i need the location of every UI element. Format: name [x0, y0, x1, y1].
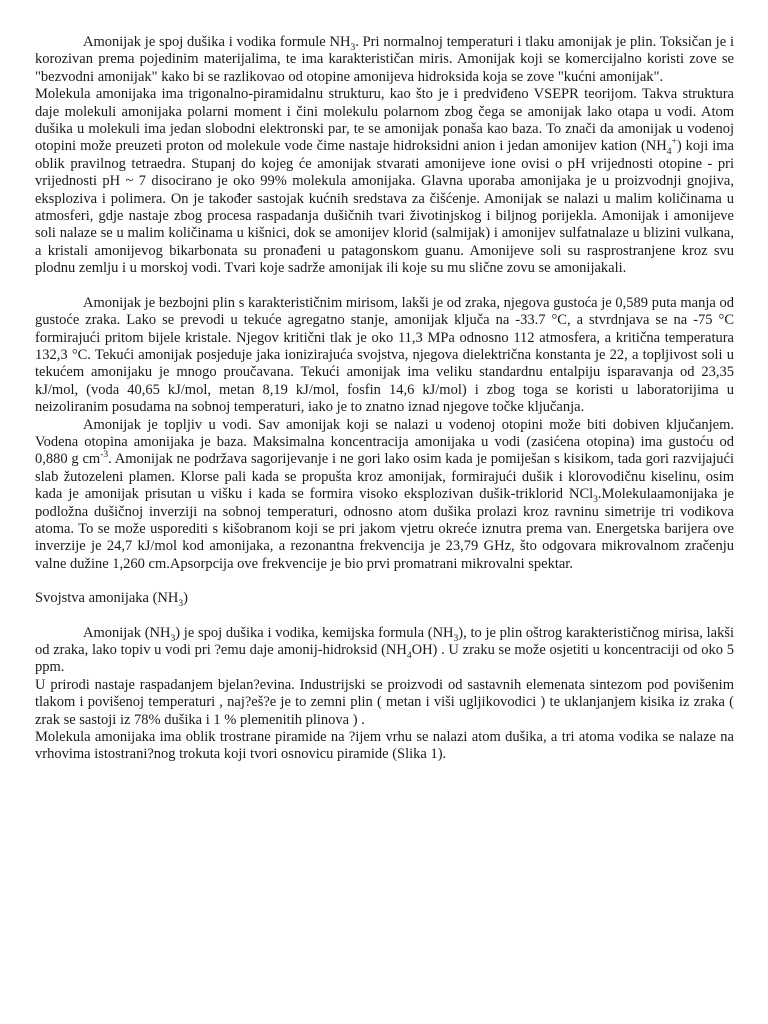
- text-run: ), to je plin oštrog karakterističnog mirisa, lakši od zraka, lako topiv u vodi pri ?emu daje amonij-hidroksid (NH: [35, 624, 735, 658]
- subscript: 3: [178, 599, 184, 610]
- paragraph-molecule-shape: Molekula amonijaka ima oblik trostrane piramide na ?ijem vrhu se nalazi atom dušika, a tri atoma vodika se nalaze na vrhovima istostrani?nog trokuta koji tvori osnovicu piramide (Slika 1).: [35, 729, 734, 763]
- text-run: Amonijak je spoj dušika i vodika formule NH: [83, 34, 351, 50]
- subscript: 3: [350, 42, 356, 53]
- text-run: OH) . U zraku se može osjetiti u koncentraciji od oko 5 ppm.: [35, 642, 734, 676]
- paragraph-gap: [35, 278, 734, 295]
- section-heading: [35, 590, 734, 610]
- paragraph-production: U prirodi nastaje raspadanjem bjelan?evina. Industrijski se proizvodi od sastavnih elemenata sintezom pod povišenim tlakom i povišenoj temperaturi , naj?eš?e je to zemni plin ( metan i viši ugljikovodici ) te uklanjanjem kisika iz zraka ( zrak se sastoji iz 78% dušika i 1 % plemenitih plinova ) .: [35, 676, 734, 728]
- paragraph-gap: [35, 573, 734, 590]
- subscript: 4: [406, 650, 412, 661]
- text-run: ) je spoj dušika i vodika, kemijska formula (NH: [175, 624, 454, 641]
- paragraph-gap: [35, 608, 734, 625]
- superscript: -3: [100, 450, 109, 461]
- paragraph-intro: [35, 34, 734, 86]
- paragraph-ammonia-formula: [35, 625, 734, 677]
- subscript: 3: [453, 633, 459, 644]
- text-run: . Pri normalnoj temperaturi i tlaku amonijak je plin. Toksičan je i korozivan prema pojedinim materijalima, te ima karakterističan miris. Amonijak koji se komercijalno koristi zove se "bezvodni amonijak" kako bi se razlikovao od otopine amonijeva hidroksida koja se zove "kućni amonijak".: [35, 34, 734, 85]
- subscript: 4: [666, 147, 672, 158]
- text-run: .Molekulaamonijaka je podložna dušičnoj inverziji na sobnoj temperaturi, odnosno atom dušika prolazi kroz ravninu simetrije tri vodikova atoma. To se može usporediti s kišobranom koji se pri jakom vjetru okreće iznutra prema van. Energetska barijera ove inverzije je 24,7 kJ/mol kod amonijaka, a rezonantna frekvencija je 23,79 GHz, što odgovara mikrovalnom zračenju valne dužine 1,260 cm.Apsorpcija ove frekvencije je bio prvi promatrani mikrovalni spektar.: [35, 486, 734, 572]
- text-run: Molekula amonijaka ima trigonalno-piramidalnu strukturu, kao što je i predviđeno VSEPR teorijom. Takva struktura daje molekuli amonijaka polarni moment i čini molekulu polarnom zbog čega se amonijak lako otapa u vodi. Atom dušika u molekuli ima jedan slobodni elektronski par, te se amonijak ponaša kao baza. To znači da amonijak u vodenoj otopini može preuzeti proton od molekule vode čime nastaje hidroksidni anion i jedan amonijev kation (NH: [35, 86, 734, 155]
- paragraph-structure: [35, 86, 734, 277]
- paragraph-physical-properties: Amonijak je bezbojni plin s karakterističnim mirisom, lakši je od zraka, njegova gustoća je 0,589 puta manja od gustoće zraka. Lako se prevodi u tekuće agregatno stanje, amonijak ključa na -33.7 °C, a stvrdnjava se na -75 °C formirajući pritom bijele kristale. Njegov kritični tlak je oko 11,3 MPa odnosno 112 atmosfera, a kritična temperatura 132,3 °C. Tekući amonijak posjeduje jaka ionizirajuća svojstva, njegova dielektrična konstanta je 22, a topljivost soli u tekućem amonijaku je mnogo proučavana. Tekući amonijak ima veliku standardnu entalpiju isparavanja od 23,35 kJ/mol, (voda 40,65 kJ/mol, metan 8,19 kJ/mol, fosfin 14,6 kJ/mol) i zbog toga se koristi u laboratorijima u neizoliranim posudama na sobnoj temperaturi, iako je to znatno iznad njegove točke ključanja.: [35, 294, 734, 416]
- superscript: +: [671, 137, 677, 148]
- text-run: ): [183, 590, 188, 607]
- text-run: Svojstva amonijaka (NH: [35, 590, 179, 607]
- subscript: 3: [593, 495, 598, 506]
- paragraph-solubility: [35, 417, 734, 574]
- text-run: Amonijak (NH: [83, 624, 171, 641]
- subscript: 3: [170, 633, 176, 644]
- text-run: Amonijak je topljiv u vodi. Sav amonijak koji se nalazi u vodenoj otopini može biti dobiven ključanjem. Vodena otopina amonijaka je baza. Maksimalna koncentracija amonijaka u vodi (zasićena otopina) ima gustoću od 0,880 g cm: [35, 416, 734, 468]
- text-run: . Amonijak ne podržava sagorijevanje i ne gori lako osim kada je pomiješan s kisikom, tada gori razvijajući slab žutozeleni plamen. Klorse pali kada se propušta kroz amonijak, formirajući dušik i klorovodičnu kiselinu, osim kada je amonijak prisutan u višku i kada se formira visoko eksplozivan dušik-triklorid NCl: [35, 451, 734, 503]
- text-run: ) koji ima oblik pravilnog tetraedra. Stupanj do kojeg će amonijak stvarati amonijeve ione ovisi o pH vrijednosti otopine - pri vrijednosti pH ~ 7 disocirano je oko 99% molekula amonijaka. Glavna uporaba amonijaka je u proizvodnji gnojiva, eksploziva i polimera. On je također sastojak kućnih sredstava za čišćenje. Amonijak se nalazi u malim količinama u atmosferi, gdje nastaje zbog procesa raspadanja dušičnih tvari životinjskog i biljnog porijekla. Amonijak i amonijeve soli nalaze se u malim količinama u kišnici, dok se amonijev klorid (salmijak) i amonijev sulfatnalaze u blizini vulkana, a kristali amonijevog bikarbonata su pronađeni u patagonskom guanu. Amonijeve soli su rasprostranjene kroz svu plodnu zemlju i u morskoj vodi. Tvari koje sadrže amonijak ili koje su mu slične zovu se amonijakali.: [35, 138, 734, 277]
